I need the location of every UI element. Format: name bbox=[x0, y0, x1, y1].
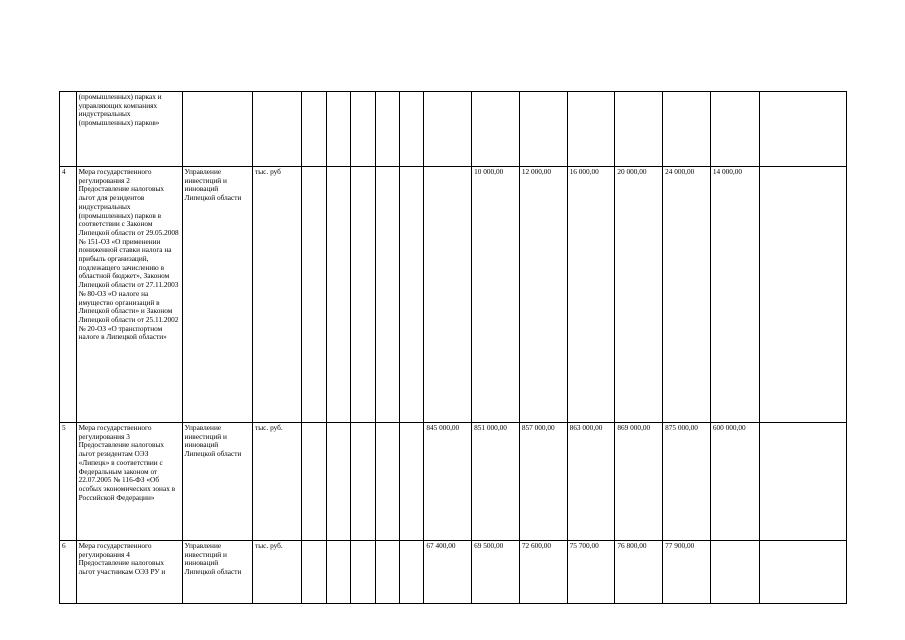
measure-cell: Мера государственного регулирования 2 Предоставление налоговых льгот для резидентов индустриальных (промышленных) парков в соответствии с Законом Липецкой области от 29.05.2008 № 151-ОЗ «О применении пониженной ставки налога на прибыль организаций, подлежащего зачислению в областной бюджет», Законом Липецкой области от 27.11.2003 № 80-ОЗ «О налоге на имущество организаций в Липецкой области» и Законом Липецкой области от 25.11.2002 № 20-ОЗ «О транспортном налоге в Липецкой области» bbox=[76, 167, 182, 423]
table-row bbox=[60, 423, 847, 541]
value-cell bbox=[615, 92, 663, 167]
row-index-cell: 4 bbox=[60, 167, 77, 423]
empty-cell bbox=[400, 541, 424, 604]
empty-cell bbox=[326, 167, 350, 423]
measure-cell: Мера государственного регулирования 3 Предоставление налоговых льгот резидентам ОЭЗ «Липецк» в соответствии с Федеральным законом от 22.07.2005 № 116-ФЗ «Об особых экономических зонах в Российской Федерации» bbox=[76, 423, 182, 541]
empty-cell bbox=[350, 167, 375, 423]
value-cell bbox=[759, 423, 846, 541]
value-cell bbox=[663, 92, 711, 167]
table-row bbox=[60, 541, 847, 604]
value-cell: 851 000,00 bbox=[472, 423, 520, 541]
unit-cell: тыс. руб bbox=[253, 167, 302, 423]
executor-cell: Управление инвестиций и инноваций Липецкой области bbox=[182, 541, 253, 604]
value-cell: 857 000,00 bbox=[519, 423, 567, 541]
table-row bbox=[60, 167, 847, 423]
value-cell: 24 000,00 bbox=[663, 167, 711, 423]
executor-cell: Управление инвестиций и инноваций Липецкой области bbox=[182, 167, 253, 423]
value-cell: 77 900,00 bbox=[663, 541, 711, 604]
empty-cell bbox=[400, 423, 424, 541]
value-cell: 10 000,00 bbox=[472, 167, 520, 423]
empty-cell bbox=[375, 92, 400, 167]
value-cell: 67 400,00 bbox=[424, 541, 472, 604]
program-table bbox=[59, 91, 847, 604]
value-cell bbox=[472, 92, 520, 167]
empty-cell bbox=[326, 92, 350, 167]
value-cell bbox=[759, 167, 846, 423]
value-cell: 16 000,00 bbox=[567, 167, 615, 423]
value-cell: 20 000,00 bbox=[615, 167, 663, 423]
value-cell: 863 000,00 bbox=[567, 423, 615, 541]
empty-cell bbox=[400, 92, 424, 167]
value-cell bbox=[567, 92, 615, 167]
empty-cell bbox=[350, 423, 375, 541]
value-cell bbox=[424, 92, 472, 167]
empty-cell bbox=[301, 423, 326, 541]
empty-cell bbox=[400, 167, 424, 423]
empty-cell bbox=[326, 541, 350, 604]
row-index-cell: 5 bbox=[60, 423, 77, 541]
value-cell bbox=[759, 541, 846, 604]
value-cell: 869 000,00 bbox=[615, 423, 663, 541]
empty-cell bbox=[301, 92, 326, 167]
measure-cell: (промышленных) парках и управляющих компаниях индустриальных (промышленных) парков» bbox=[76, 92, 182, 167]
value-cell: 845 000,00 bbox=[424, 423, 472, 541]
executor-cell bbox=[182, 92, 253, 167]
value-cell: 875 000,00 bbox=[663, 423, 711, 541]
executor-cell: Управление инвестиций и инноваций Липецкой области bbox=[182, 423, 253, 541]
value-cell bbox=[519, 92, 567, 167]
unit-cell bbox=[253, 92, 302, 167]
empty-cell bbox=[301, 541, 326, 604]
value-cell bbox=[710, 92, 759, 167]
value-cell bbox=[710, 541, 759, 604]
empty-cell bbox=[350, 541, 375, 604]
unit-cell: тыс. руб. bbox=[253, 541, 302, 604]
measure-cell: Мера государственного регулирования 4 Предоставление налоговых льгот участникам ОЭЗ РУ и bbox=[76, 541, 182, 604]
value-cell: 600 000,00 bbox=[710, 423, 759, 541]
empty-cell bbox=[375, 423, 400, 541]
unit-cell: тыс. руб. bbox=[253, 423, 302, 541]
value-cell bbox=[759, 92, 846, 167]
empty-cell bbox=[326, 423, 350, 541]
row-index-cell: 6 bbox=[60, 541, 77, 604]
row-index-cell bbox=[60, 92, 77, 167]
value-cell: 72 600,00 bbox=[519, 541, 567, 604]
value-cell: 12 000,00 bbox=[519, 167, 567, 423]
empty-cell bbox=[350, 92, 375, 167]
empty-cell bbox=[375, 167, 400, 423]
value-cell bbox=[424, 167, 472, 423]
value-cell: 76 800,00 bbox=[615, 541, 663, 604]
value-cell: 14 000,00 bbox=[710, 167, 759, 423]
value-cell: 69 500,00 bbox=[472, 541, 520, 604]
empty-cell bbox=[301, 167, 326, 423]
empty-cell bbox=[375, 541, 400, 604]
table-row bbox=[60, 92, 847, 167]
value-cell: 75 700,00 bbox=[567, 541, 615, 604]
